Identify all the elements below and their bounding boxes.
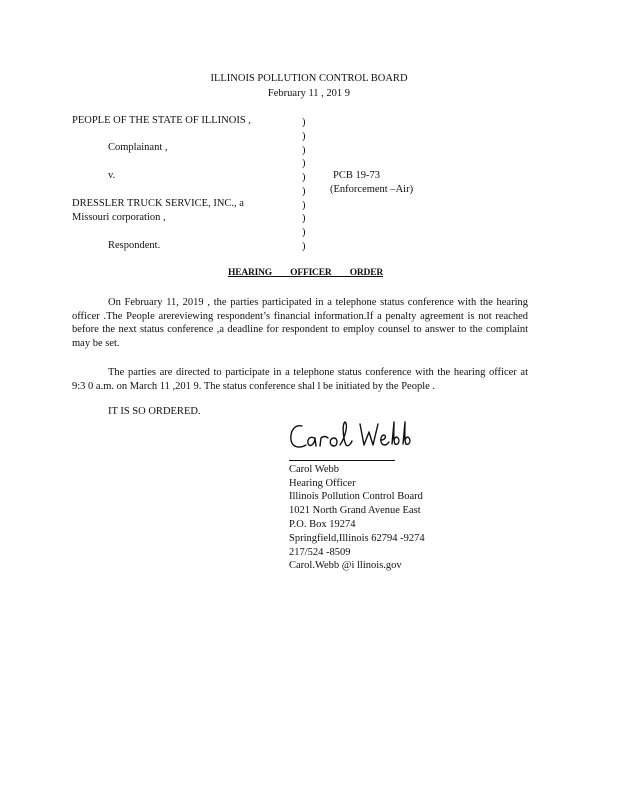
signer-email: Carol.Webb @i llinois.gov [289, 560, 402, 571]
versus-label: v. [108, 170, 116, 181]
signer-name: Carol Webb [289, 464, 339, 475]
caption-paren: ) [302, 227, 306, 238]
caption-paren: ) [302, 144, 306, 156]
signature-line [289, 460, 395, 461]
case-type: (Enforcement –Air) [330, 184, 414, 195]
signer-po-box: P.O. Box 19274 [289, 519, 356, 530]
caption-paren: ) [302, 172, 306, 183]
handwritten-signature [288, 416, 418, 456]
caption-paren: ) [302, 130, 306, 142]
caption-paren: ) [302, 117, 306, 128]
caption-paren: ) [302, 185, 306, 197]
signer-title: Hearing Officer [289, 478, 356, 489]
so-ordered: IT IS SO ORDERED. [108, 406, 201, 417]
signer-phone: 217/524 -8509 [289, 547, 351, 558]
order-date: February 11 , 201 9 [267, 88, 351, 99]
defendant-name-line2: Missouri corporation , [72, 212, 166, 223]
defendant-name-line1: DRESSLER TRUCK SERVICE, INC., a [72, 198, 244, 209]
plaintiff-name: PEOPLE OF THE STATE OF ILLINOIS , [72, 115, 251, 126]
signer-city-zip: Springfield,Illinois 62794 -9274 [289, 533, 425, 544]
order-paragraph-1: On February 11, 2019 , the parties participated in a telephone status conference with the hearing officer .The People arereviewing respondent’s financial information.If a penalty agreement is not reached before the next status conference ,a deadline for respondent to employ counsel to answer to the complaint may be set. [72, 297, 528, 349]
caption-parentheses [302, 116, 306, 254]
case-number: PCB 19-73 [333, 170, 380, 181]
agency-title: ILLINOIS POLLUTION CONTROL BOARD [210, 73, 408, 84]
signer-agency: Illinois Pollution Control Board [289, 491, 423, 502]
caption-paren: ) [302, 158, 306, 170]
signer-street-address: 1021 North Grand Avenue East [289, 505, 421, 516]
order-title: HEARING OFFICER ORDER [228, 268, 384, 278]
caption-paren: ) [302, 199, 306, 211]
caption-paren: ) [302, 240, 306, 252]
caption-paren: ) [302, 213, 306, 225]
respondent-label: Respondent. [108, 240, 161, 251]
complainant-label: Complainant , [108, 142, 168, 153]
order-paragraph-2: The parties are directed to participate in a telephone status conference with the hearing officer at 9:3 0 a.m. on March 11 ,201 9. The status conference shal l be initiated by the People . [72, 367, 528, 392]
